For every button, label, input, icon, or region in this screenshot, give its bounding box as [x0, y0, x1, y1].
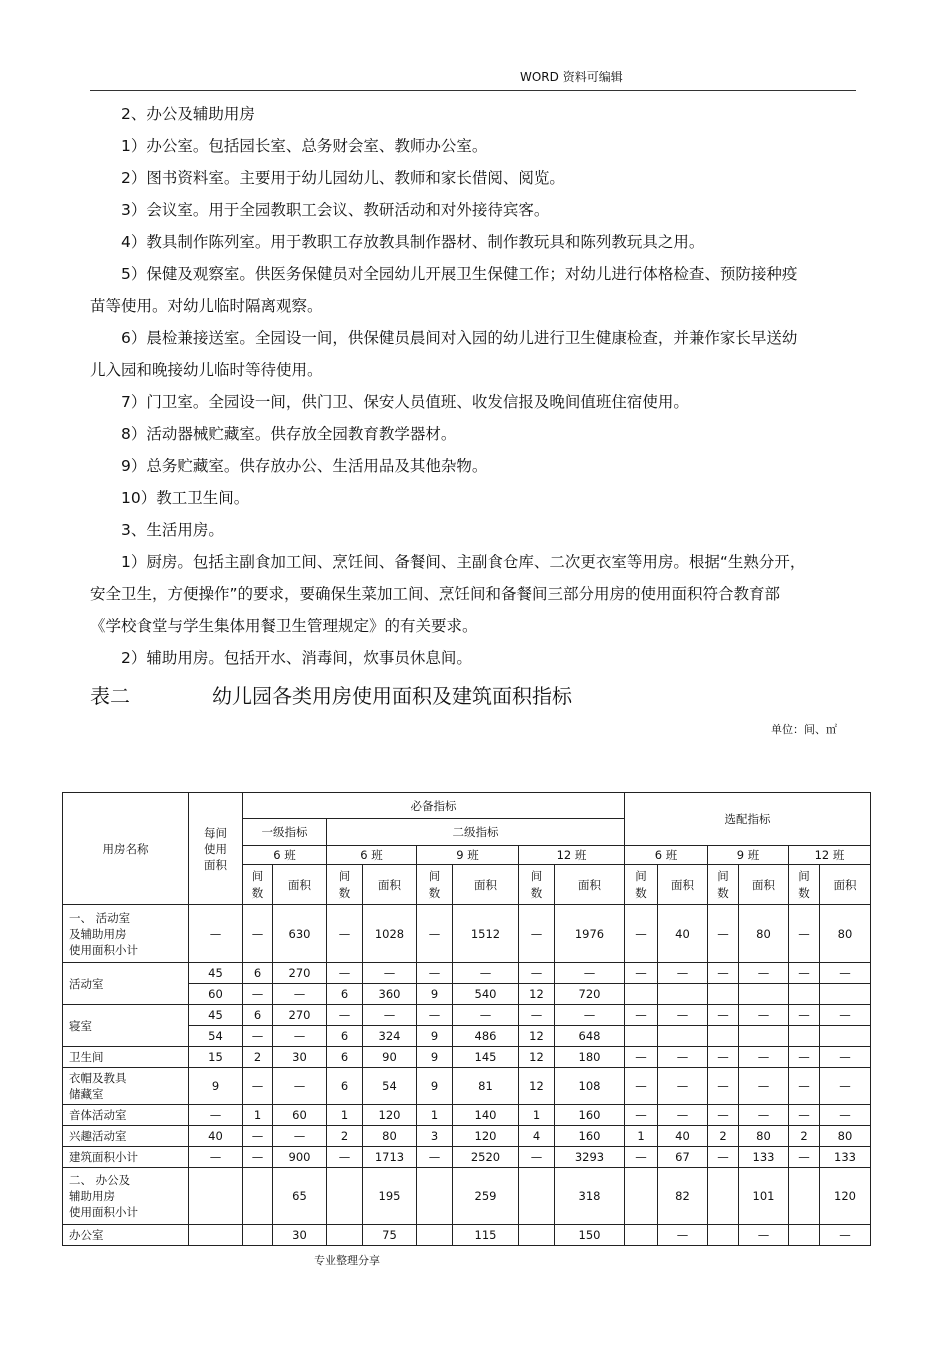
- count-cell: —: [708, 1047, 739, 1068]
- header-12-classes: 12 班: [789, 846, 871, 865]
- room-name-cell: 活动室: [63, 963, 189, 1005]
- count-cell: [625, 984, 658, 1005]
- table-row: [63, 1047, 871, 1068]
- area-cell: 75: [363, 1225, 417, 1246]
- table-row: [63, 963, 871, 984]
- count-cell: —: [789, 1068, 820, 1105]
- area-cell: —: [739, 1005, 789, 1026]
- area-cell: 80: [739, 1126, 789, 1147]
- per-room-area-cell: —: [189, 1147, 243, 1168]
- count-cell: —: [708, 1068, 739, 1105]
- header-area: 面积: [555, 865, 625, 905]
- room-name-cell: 音体活动室: [63, 1105, 189, 1126]
- per-room-area-cell: 45: [189, 963, 243, 984]
- header-count: 间数: [243, 865, 273, 905]
- count-cell: 1: [417, 1105, 453, 1126]
- room-name-cell: 寝室: [63, 1005, 189, 1047]
- area-cell: —: [453, 963, 519, 984]
- count-cell: [625, 1168, 658, 1225]
- count-cell: —: [625, 1105, 658, 1126]
- area-cell: —: [658, 963, 708, 984]
- body-text: [90, 98, 810, 674]
- count-cell: —: [625, 1005, 658, 1026]
- count-cell: —: [519, 963, 555, 984]
- area-cell: [820, 1026, 871, 1047]
- count-cell: —: [789, 1105, 820, 1126]
- header-area: 面积: [739, 865, 789, 905]
- table-row: [63, 905, 871, 963]
- count-cell: [243, 1168, 273, 1225]
- area-cell: 1976: [555, 905, 625, 963]
- per-room-area-cell: 9: [189, 1068, 243, 1105]
- area-cell: —: [658, 1068, 708, 1105]
- count-cell: —: [789, 963, 820, 984]
- count-cell: —: [327, 1147, 363, 1168]
- header-count: 间数: [625, 865, 658, 905]
- header-9-classes: 9 班: [417, 846, 519, 865]
- area-cell: 54: [363, 1068, 417, 1105]
- count-cell: —: [417, 1005, 453, 1026]
- count-cell: 2: [789, 1126, 820, 1147]
- count-cell: 2: [243, 1047, 273, 1068]
- count-cell: 9: [417, 984, 453, 1005]
- paragraph: 1）厨房。包括主副食加工间、烹饪间、备餐间、主副食仓库、二次更衣室等用房。根据“生熟分开，安全卫生，方便操作”的要求，要确保生菜加工间、烹饪间和备餐间三部分用房的使用面积符合教育部《学校食堂与学生集体用餐卫生管理规定》的有关要求。: [90, 553, 806, 635]
- area-cell: —: [658, 1105, 708, 1126]
- area-cell: 1713: [363, 1147, 417, 1168]
- count-cell: —: [417, 963, 453, 984]
- count-cell: 6: [327, 1047, 363, 1068]
- header-level1: 一级指标: [243, 819, 327, 846]
- header-12-classes: 12 班: [519, 846, 625, 865]
- room-name-cell: 建筑面积小计: [63, 1147, 189, 1168]
- header-rule: [90, 90, 856, 91]
- count-cell: 9: [417, 1047, 453, 1068]
- area-cell: —: [453, 1005, 519, 1026]
- table-row: [63, 1005, 871, 1026]
- header-area: 面积: [453, 865, 519, 905]
- count-cell: —: [327, 905, 363, 963]
- room-name-cell: 办公室: [63, 1225, 189, 1246]
- per-room-area-cell: 54: [189, 1026, 243, 1047]
- count-cell: 12: [519, 1068, 555, 1105]
- count-cell: 9: [417, 1026, 453, 1047]
- count-cell: —: [327, 1005, 363, 1026]
- area-cell: 120: [363, 1105, 417, 1126]
- paragraph: 8）活动器械贮藏室。供存放全园教育教学器材。: [121, 425, 457, 443]
- area-cell: 270: [273, 963, 327, 984]
- count-cell: —: [789, 905, 820, 963]
- area-cell: 133: [739, 1147, 789, 1168]
- area-cell: —: [820, 1225, 871, 1246]
- per-room-area-cell: —: [189, 905, 243, 963]
- area-cell: —: [273, 1068, 327, 1105]
- table-row: [63, 1068, 871, 1105]
- room-name-cell: 一、 活动室 及辅助用房 使用面积小计: [63, 905, 189, 963]
- count-cell: —: [708, 1105, 739, 1126]
- count-cell: [708, 1026, 739, 1047]
- area-cell: —: [658, 1047, 708, 1068]
- area-cell: 81: [453, 1068, 519, 1105]
- area-cell: 101: [739, 1168, 789, 1225]
- area-cell: —: [739, 1105, 789, 1126]
- area-cell: 60: [273, 1105, 327, 1126]
- count-cell: —: [243, 1126, 273, 1147]
- area-cell: 120: [820, 1168, 871, 1225]
- table-row: [63, 1225, 871, 1246]
- area-cell: —: [363, 963, 417, 984]
- header-area: 面积: [363, 865, 417, 905]
- area-cell: 108: [555, 1068, 625, 1105]
- area-cell: 30: [273, 1047, 327, 1068]
- area-cell: —: [658, 1005, 708, 1026]
- count-cell: —: [243, 905, 273, 963]
- area-cell: —: [739, 963, 789, 984]
- area-cell: 30: [273, 1225, 327, 1246]
- area-cell: —: [273, 984, 327, 1005]
- count-cell: 6: [327, 984, 363, 1005]
- page-footer: 专业整理分享: [314, 1254, 380, 1267]
- area-cell: 1028: [363, 905, 417, 963]
- per-room-area-cell: 45: [189, 1005, 243, 1026]
- count-cell: —: [243, 1068, 273, 1105]
- header-area: 面积: [820, 865, 871, 905]
- area-cell: —: [739, 1225, 789, 1246]
- count-cell: —: [625, 1147, 658, 1168]
- table-row: [63, 1147, 871, 1168]
- count-cell: [625, 1026, 658, 1047]
- count-cell: [417, 1168, 453, 1225]
- count-cell: —: [519, 905, 555, 963]
- count-cell: 12: [519, 984, 555, 1005]
- header-level2: 二级指标: [327, 819, 625, 846]
- count-cell: 1: [519, 1105, 555, 1126]
- area-cell: —: [820, 1005, 871, 1026]
- count-cell: [327, 1225, 363, 1246]
- header-area: 面积: [658, 865, 708, 905]
- area-cell: 180: [555, 1047, 625, 1068]
- area-cell: 40: [658, 905, 708, 963]
- area-cell: 150: [555, 1225, 625, 1246]
- paragraph: 7）门卫室。全园设一间，供门卫、保安人员值班、收发信报及晚间值班住宿使用。: [121, 393, 689, 411]
- paragraph: 1）办公室。包括园长室、总务财会室、教师办公室。: [121, 137, 488, 155]
- area-cell: 720: [555, 984, 625, 1005]
- count-cell: —: [708, 1147, 739, 1168]
- per-room-area-cell: —: [189, 1105, 243, 1126]
- header-area: 面积: [273, 865, 327, 905]
- per-room-area-cell: [189, 1168, 243, 1225]
- area-cell: 133: [820, 1147, 871, 1168]
- per-room-area-cell: 40: [189, 1126, 243, 1147]
- count-cell: [789, 1026, 820, 1047]
- header-required: 必备指标: [243, 793, 625, 819]
- area-cell: 648: [555, 1026, 625, 1047]
- area-cell: 324: [363, 1026, 417, 1047]
- table-title: [90, 680, 572, 709]
- area-cell: 140: [453, 1105, 519, 1126]
- count-cell: —: [243, 1026, 273, 1047]
- area-cell: 65: [273, 1168, 327, 1225]
- paragraph: 2、办公及辅助用房: [121, 105, 255, 123]
- paragraph: 3、生活用房。: [121, 521, 224, 539]
- area-cell: —: [820, 1068, 871, 1105]
- paragraph: 2）辅助用房。包括开水、消毒间，炊事员休息间。: [121, 649, 472, 667]
- area-cell: —: [739, 1047, 789, 1068]
- area-cell: [739, 984, 789, 1005]
- header-count: 间数: [789, 865, 820, 905]
- count-cell: —: [519, 1147, 555, 1168]
- table-number: 表二: [90, 684, 130, 708]
- count-cell: 1: [243, 1105, 273, 1126]
- area-cell: 80: [820, 905, 871, 963]
- count-cell: 2: [708, 1126, 739, 1147]
- room-name-cell: 二、 办公及 辅助用房 使用面积小计: [63, 1168, 189, 1225]
- count-cell: [789, 1168, 820, 1225]
- area-cell: 195: [363, 1168, 417, 1225]
- count-cell: 3: [417, 1126, 453, 1147]
- header-count: 间数: [327, 865, 363, 905]
- area-cell: 360: [363, 984, 417, 1005]
- count-cell: 4: [519, 1126, 555, 1147]
- area-cell: 1512: [453, 905, 519, 963]
- count-cell: [708, 1225, 739, 1246]
- area-cell: 90: [363, 1047, 417, 1068]
- count-cell: [625, 1225, 658, 1246]
- count-cell: 1: [327, 1105, 363, 1126]
- area-cell: 270: [273, 1005, 327, 1026]
- count-cell: 1: [625, 1126, 658, 1147]
- per-room-area-cell: 60: [189, 984, 243, 1005]
- count-cell: 6: [243, 963, 273, 984]
- table-row: [63, 1105, 871, 1126]
- count-cell: [519, 1225, 555, 1246]
- area-cell: 540: [453, 984, 519, 1005]
- area-cell: [820, 984, 871, 1005]
- paragraph: 3）会议室。用于全园教职工会议、教研活动和对外接待宾客。: [121, 201, 550, 219]
- count-cell: [417, 1225, 453, 1246]
- area-cell: 630: [273, 905, 327, 963]
- count-cell: 2: [327, 1126, 363, 1147]
- header-room-name: 用房名称: [63, 793, 189, 905]
- header-6-classes: 6 班: [327, 846, 417, 865]
- count-cell: [519, 1168, 555, 1225]
- count-cell: 12: [519, 1026, 555, 1047]
- area-cell: —: [273, 1126, 327, 1147]
- count-cell: —: [708, 963, 739, 984]
- count-cell: 6: [327, 1068, 363, 1105]
- count-cell: —: [417, 1147, 453, 1168]
- paragraph: 2）图书资料室。主要用于幼儿园幼儿、教师和家长借阅、阅览。: [121, 169, 565, 187]
- table-row: [63, 1168, 871, 1225]
- per-room-area-cell: [189, 1225, 243, 1246]
- count-cell: —: [625, 1068, 658, 1105]
- unit-label: 单位：间、㎡: [771, 723, 837, 736]
- count-cell: [708, 1168, 739, 1225]
- area-cell: —: [820, 1105, 871, 1126]
- header-count: 间数: [708, 865, 739, 905]
- area-cell: 486: [453, 1026, 519, 1047]
- area-cell: —: [273, 1026, 327, 1047]
- count-cell: —: [789, 1047, 820, 1068]
- area-cell: —: [658, 1225, 708, 1246]
- area-cell: [658, 1026, 708, 1047]
- area-cell: —: [820, 963, 871, 984]
- area-cell: —: [820, 1047, 871, 1068]
- count-cell: —: [625, 963, 658, 984]
- count-cell: —: [519, 1005, 555, 1026]
- count-cell: —: [789, 1147, 820, 1168]
- room-name-cell: 衣帽及教具 储藏室: [63, 1068, 189, 1105]
- count-cell: [327, 1168, 363, 1225]
- header-9-classes: 9 班: [708, 846, 789, 865]
- paragraph: 4）教具制作陈列室。用于教职工存放教具制作器材、制作教玩具和陈列教玩具之用。: [121, 233, 705, 251]
- room-name-cell: 卫生间: [63, 1047, 189, 1068]
- area-cell: 67: [658, 1147, 708, 1168]
- area-cell: 82: [658, 1168, 708, 1225]
- area-cell: —: [739, 1068, 789, 1105]
- area-cell: 145: [453, 1047, 519, 1068]
- count-cell: —: [243, 984, 273, 1005]
- area-cell: 120: [453, 1126, 519, 1147]
- header-count: 间数: [519, 865, 555, 905]
- header-count: 间数: [417, 865, 453, 905]
- area-cell: —: [555, 963, 625, 984]
- paragraph: 5）保健及观察室。供医务保健员对全园幼儿开展卫生保健工作；对幼儿进行体格检查、预防接种疫苗等使用。对幼儿临时隔离观察。: [90, 265, 798, 315]
- area-cell: [739, 1026, 789, 1047]
- count-cell: —: [625, 1047, 658, 1068]
- area-cell: 2520: [453, 1147, 519, 1168]
- count-cell: 9: [417, 1068, 453, 1105]
- header-per-room-area: 每间使用面积: [189, 793, 243, 905]
- page-header: WORD 资料可编辑: [520, 70, 623, 84]
- area-cell: 40: [658, 1126, 708, 1147]
- count-cell: —: [708, 1005, 739, 1026]
- count-cell: [708, 984, 739, 1005]
- count-cell: —: [708, 905, 739, 963]
- count-cell: [789, 1225, 820, 1246]
- count-cell: [789, 984, 820, 1005]
- header-6-classes: 6 班: [625, 846, 708, 865]
- count-cell: 12: [519, 1047, 555, 1068]
- area-cell: 259: [453, 1168, 519, 1225]
- area-cell: —: [363, 1005, 417, 1026]
- area-cell: 160: [555, 1105, 625, 1126]
- area-cell: 160: [555, 1126, 625, 1147]
- area-cell: 80: [363, 1126, 417, 1147]
- count-cell: —: [789, 1005, 820, 1026]
- paragraph: 10）教工卫生间。: [121, 489, 250, 507]
- count-cell: 6: [243, 1005, 273, 1026]
- count-cell: —: [625, 905, 658, 963]
- count-cell: —: [417, 905, 453, 963]
- paragraph: 9）总务贮藏室。供存放办公、生活用品及其他杂物。: [121, 457, 488, 475]
- area-cell: 115: [453, 1225, 519, 1246]
- paragraph: 6）晨检兼接送室。全园设一间，供保健员晨间对入园的幼儿进行卫生健康检查，并兼作家长早送幼儿入园和晚接幼儿临时等待使用。: [90, 329, 798, 379]
- count-cell: —: [243, 1147, 273, 1168]
- area-index-table: [62, 792, 871, 1246]
- count-cell: —: [327, 963, 363, 984]
- area-cell: —: [555, 1005, 625, 1026]
- area-cell: 318: [555, 1168, 625, 1225]
- area-cell: 80: [739, 905, 789, 963]
- count-cell: [243, 1225, 273, 1246]
- area-cell: 900: [273, 1147, 327, 1168]
- area-cell: 80: [820, 1126, 871, 1147]
- per-room-area-cell: 15: [189, 1047, 243, 1068]
- count-cell: 6: [327, 1026, 363, 1047]
- header-6-classes: 6 班: [243, 846, 327, 865]
- area-cell: 3293: [555, 1147, 625, 1168]
- table-row: [63, 1126, 871, 1147]
- area-cell: [658, 984, 708, 1005]
- room-name-cell: 兴趣活动室: [63, 1126, 189, 1147]
- header-optional: 选配指标: [625, 793, 871, 846]
- table-title-text: 幼儿园各类用房使用面积及建筑面积指标: [212, 684, 572, 708]
